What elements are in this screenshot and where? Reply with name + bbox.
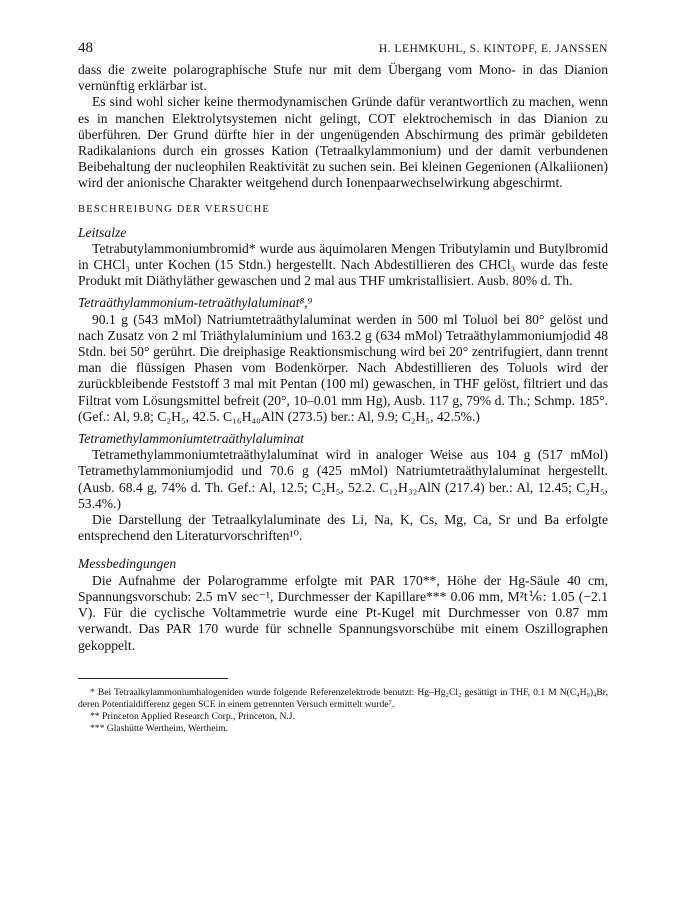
paragraph-continuation: dass die zweite polarographische Stufe nur mit dem Übergang vom Mono- in das Dianion vernünftig erklärbar ist.	[78, 62, 608, 94]
paragraph-tetraalkylaluminates: Die Darstellung der Tetraalkylaluminate des Li, Na, K, Cs, Mg, Ca, Sr und Ba erfolgte entsprechend den Literaturvorschriften¹⁰.	[78, 512, 608, 544]
subheading-tetraethyl: Tetraäthylammonium-tetraäthylaluminat⁸,⁹	[78, 295, 313, 311]
paragraph-tetraethyl: 90.1 g (543 mMol) Natriumtetraäthylaluminat werden in 500 ml Toluol bei 80° gelöst und nach Zusatz von 2 ml Triäthylaluminium und 163.2 g (634 mMol) Tetraäthylammoniumjodid 48 Stdn. bei 50° gerührt. Die dreiphasige Reaktionsmischung wird bei 20° zentrifugiert, dann trennt man die flüssigen Phasen vom Bodenkörper. Nach Abdestillieren des Toluols wird der zurückbleibende Feststoff 3 mal mit Pentan (100 ml) gewaschen, in THF gelöst, filtriert und das Filtrat vom Lösungsmittel befreit (20°, 10–0.01 mm Hg), Ausb. 117 g, 79% d. Th.; Schmp. 185°. (Gef.: Al, 9.8; C₂H₅, 42.5. C₁₆H₄₀AlN (273.5) ber.: Al, 9.9; C₂H₅, 42.5%.)	[78, 311, 608, 424]
paragraph-leitsalze: Tetrabutylammoniumbromid* wurde aus äquimolaren Mengen Tributylamin und Butylbromid in CHCl₃ unter Kochen (15 Stdn.) hergestellt. Nach Abdestillieren des CHCl₃ wurde das feste Produkt mit Diäthyläther gewaschen und 2 mal aus THF umkristallisiert. Ausb. 80% d. Th.	[78, 240, 608, 289]
subheading-messbedingungen: Messbedingungen	[78, 556, 177, 572]
footnote-1: * Bei Tetraalkylammoniumhalogeniden wurde folgende Referenzelektrode benutzt: Hg–Hg₂Cl₂ gesättigt in THF, 0.1 M N(C₄H₉)₄Br, deren Potentialdifferenz gegen SCE in einem getrennten Versuch ermittelt wurde⁷.	[78, 686, 608, 710]
paragraph-tetramethyl: Tetramethylammoniumtetraäthylaluminat wird in analoger Weise aus 104 g (517 mMol) Tetramethylammoniumjodid und 70.6 g (425 mMol) Natriumtetraäthylaluminat hergestellt. (Ausb. 68.4 g, 74% d. Th. Gef.: Al, 12.5; C₂H₅, 52.2. C₁₂H₃₂AlN (217.4) ber.: Al, 12.45; C₂H₅, 53.4%.)	[78, 447, 608, 511]
running-header	[78, 40, 608, 62]
paragraph-discussion: Es sind wohl sicher keine thermodynamischen Gründe dafür verantwortlich zu machen, wenn es in manchen Elektrolytsystemen nicht gelingt, COT elektrochemisch in das Dianion zu überführen. Der Grund dürfte hier in der ungenügenden Abschirmung des primär gebildeten Radikalanions durch ein grosses Kation (Tetraalkylammonium) und der damit verbundenen Beibehaltung der nucleophilen Reaktivität zu suchen sein. Bei kleinen Gegenionen (Alkaliionen) wird der anionische Charakter weitgehend durch Ionenpaarwechselwirkung abgeschirmt.	[78, 94, 608, 191]
footnote-3: *** Glashütte Wertheim, Wertheim.	[90, 722, 228, 734]
footnote-rule	[78, 678, 228, 679]
page-number: 48	[78, 40, 93, 56]
document-page	[78, 40, 608, 735]
paragraph-messbedingungen: Die Aufnahme der Polarogramme erfolgte mit PAR 170**, Höhe der Hg-Säule 40 cm, Spannungsvorschub: 2.5 mV sec⁻¹, Durchmesser der Kapillare*** 0.06 mm, M²t⅙: 1.05 (−2.1 V). Für die cyclische Voltammetrie wurde eine Pt-Kugel mit Durchmesser von 0.87 mm verwandt. Das PAR 170 wurde für schnelle Spannungsvorschübe mit einem Oszillographen gekoppelt.	[78, 572, 608, 653]
subheading-leitsalze: Leitsalze	[78, 224, 127, 240]
section-heading: BESCHREIBUNG DER VERSUCHE	[78, 203, 270, 215]
subheading-tetramethyl: Tetramethylammoniumtetraäthylaluminat	[78, 431, 305, 447]
footnote-2: ** Princeton Applied Research Corp., Princeton, N.J.	[90, 710, 295, 722]
header-authors: H. LEHMKUHL, S. KINTOPF, E. JANSSEN	[378, 43, 608, 55]
